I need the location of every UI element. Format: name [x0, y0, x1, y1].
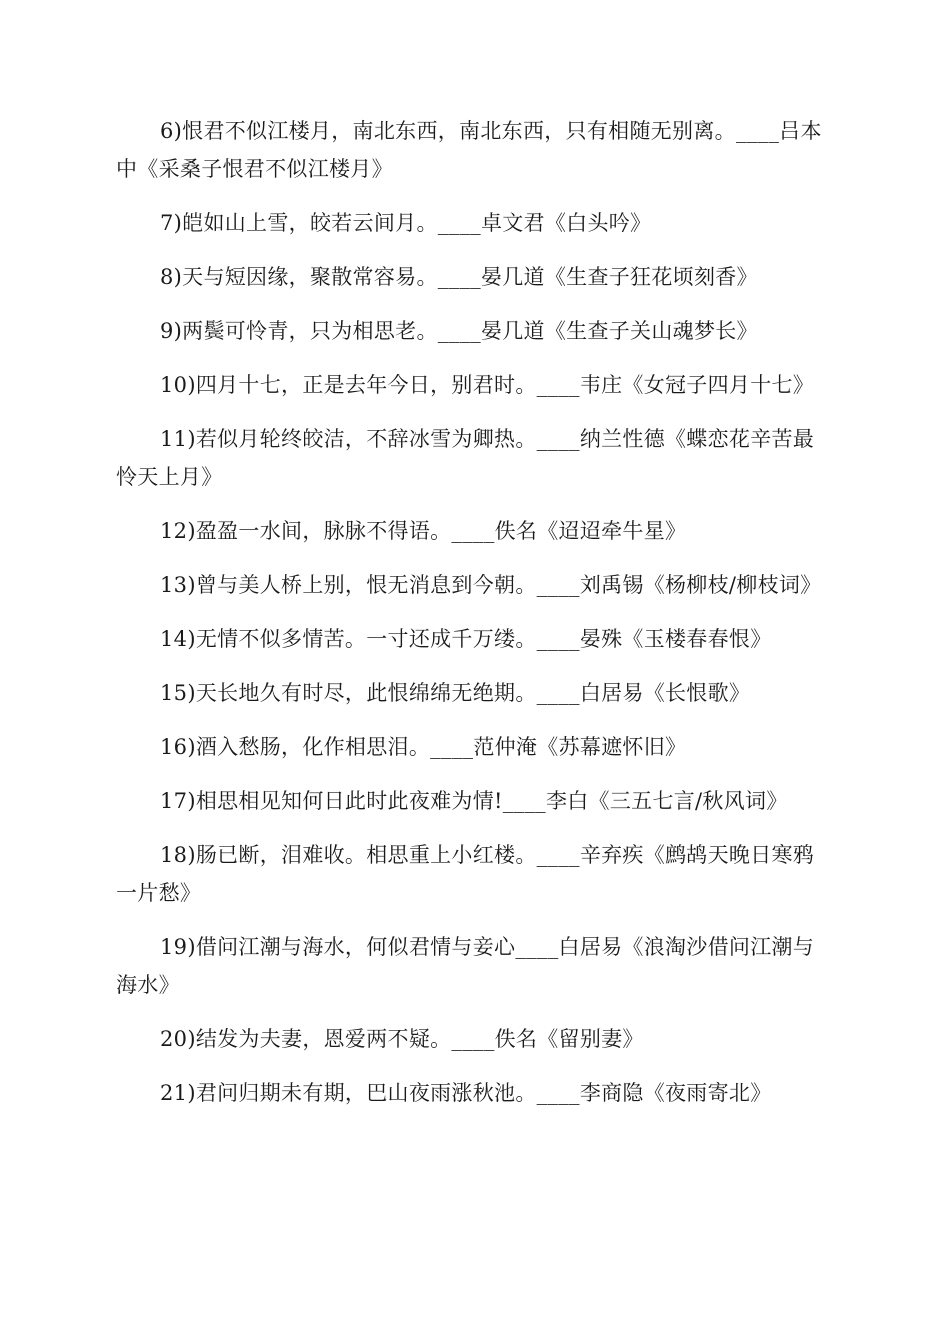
poem-entry-8: 8)天与短因缘，聚散常容易。____晏几道《生查子狂花顷刻香》 — [160, 265, 758, 289]
poem-entry-14: 14)无情不似多情苦。一寸还成千万缕。____晏殊《玉楼春春恨》 — [160, 627, 772, 651]
poem-list — [116, 112, 834, 1128]
poem-entry-17: 17)相思相见知何日此时此夜难为情!____李白《三五七言/秋风词》 — [160, 789, 788, 813]
poem-entry-16: 16)酒入愁肠，化作相思泪。____范仲淹《苏幕遮怀旧》 — [160, 735, 687, 759]
poem-entry-7: 7)皑如山上雪，皎若云间月。____卓文君《白头吟》 — [160, 211, 652, 235]
poem-entry-18: 18)肠已断，泪难收。相思重上小红楼。____辛弃疾《鹧鸪天晚日寒鸦一片愁》 — [116, 843, 815, 905]
poem-entry-15: 15)天长地久有时尽，此恨绵绵无绝期。____白居易《长恨歌》 — [160, 681, 751, 705]
poem-entry-19: 19)借问江潮与海水，何似君情与妾心____白居易《浪淘沙借问江潮与海水》 — [116, 935, 815, 997]
poem-entry-6: 6)恨君不似江楼月，南北东西，南北东西，只有相随无别离。____吕本中《采桑子恨君不似江楼月》 — [116, 119, 822, 181]
poem-entry-9: 9)两鬓可怜青，只为相思老。____晏几道《生查子关山魂梦长》 — [160, 319, 758, 343]
poem-entry-11: 11)若似月轮终皎洁，不辞冰雪为卿热。____纳兰性德《蝶恋花辛苦最怜天上月》 — [116, 427, 815, 489]
poem-entry-12: 12)盈盈一水间，脉脉不得语。____佚名《迢迢牵牛星》 — [160, 519, 687, 543]
poem-entry-21: 21)君问归期未有期，巴山夜雨涨秋池。____李商隐《夜雨寄北》 — [160, 1081, 772, 1105]
poem-entry-20: 20)结发为夫妻，恩爱两不疑。____佚名《留别妻》 — [160, 1027, 644, 1051]
poem-entry-13: 13)曾与美人桥上别，恨无消息到今朝。____刘禹锡《杨柳枝/柳枝词》 — [160, 573, 822, 597]
poem-entry-10: 10)四月十七，正是去年今日，别君时。____韦庄《女冠子四月十七》 — [160, 373, 815, 397]
